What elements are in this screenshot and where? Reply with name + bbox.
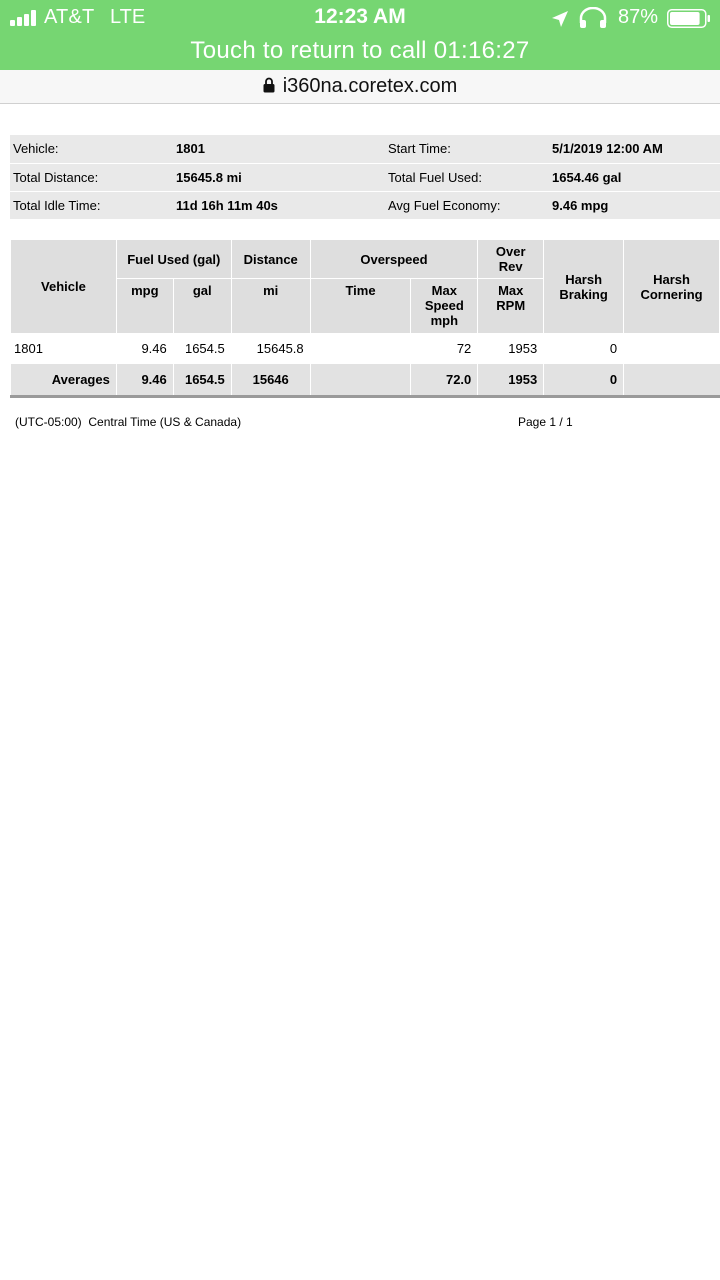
col-header-over-rev xyxy=(478,240,544,279)
summary-row xyxy=(10,191,720,219)
header-line: Braking xyxy=(559,286,608,302)
col-header-max-rpm xyxy=(478,279,544,334)
summary-row xyxy=(10,135,720,163)
address-bar[interactable] xyxy=(0,70,720,104)
summary-label: Total Idle Time: xyxy=(10,191,173,219)
header-line: Harsh xyxy=(653,271,690,287)
battery-percent: 87% xyxy=(618,6,659,28)
cell-gal: 1654.5 xyxy=(173,334,231,364)
headphones-icon xyxy=(577,7,609,29)
header-line: RPM xyxy=(496,298,526,313)
avg-time xyxy=(310,364,411,397)
location-arrow-icon xyxy=(550,9,570,29)
header-line: Over xyxy=(495,244,526,259)
avg-harsh-braking: 0 xyxy=(544,364,624,397)
summary-value: 15645.8 mi xyxy=(173,163,385,191)
return-to-call-text[interactable]: Touch to return to call 01:16:27 xyxy=(190,37,530,64)
avg-gal: 1654.5 xyxy=(173,364,231,397)
summary-row xyxy=(10,163,720,191)
avg-mpg: 9.46 xyxy=(116,364,173,397)
battery-icon xyxy=(667,9,711,28)
col-header-fuel-used: Fuel Used (gal) xyxy=(116,240,231,279)
cell-harsh-cornering xyxy=(624,334,720,364)
avg-max-speed: 72.0 xyxy=(411,364,478,397)
header-line: Speed xyxy=(424,298,464,313)
page-indicator: Page 1 / 1 xyxy=(518,415,573,429)
table-row xyxy=(11,334,720,364)
col-header-gal: gal xyxy=(173,279,231,334)
summary-label: Start Time: xyxy=(385,135,549,163)
summary-value: 1654.46 gal xyxy=(549,163,720,191)
cell-time xyxy=(310,334,411,364)
cell-max-speed: 72 xyxy=(411,334,478,364)
avg-harsh-cornering xyxy=(624,364,720,397)
vehicle-report-table xyxy=(10,239,720,398)
col-header-time: Time xyxy=(310,279,411,334)
cell-mpg: 9.46 xyxy=(116,334,173,364)
summary-value: 5/1/2019 12:00 AM xyxy=(549,135,720,163)
status-time: 12:23 AM xyxy=(314,5,406,28)
col-header-overspeed: Overspeed xyxy=(310,240,478,279)
col-header-mi: mi xyxy=(231,279,310,334)
col-header-mpg: mpg xyxy=(116,279,173,334)
header-line: mph xyxy=(430,313,459,328)
avg-mi: 15646 xyxy=(231,364,310,397)
averages-label: Averages xyxy=(11,364,117,397)
header-line: Rev xyxy=(498,259,523,274)
col-header-harsh-braking xyxy=(544,240,624,334)
summary-value: 9.46 mpg xyxy=(549,191,720,219)
cell-max-rpm: 1953 xyxy=(478,334,544,364)
cell-vehicle: 1801 xyxy=(11,334,117,364)
carrier-name: AT&T xyxy=(44,6,95,28)
report-summary xyxy=(10,135,720,220)
cell-harsh-braking: 0 xyxy=(544,334,624,364)
call-banner[interactable] xyxy=(0,0,720,70)
col-header-distance: Distance xyxy=(231,240,310,279)
table-header-row xyxy=(11,240,720,279)
timezone-label: (UTC-05:00) Central Time (US & Canada) xyxy=(15,415,242,429)
summary-label: Total Distance: xyxy=(10,163,173,191)
header-line: Harsh xyxy=(565,271,603,287)
avg-max-rpm: 1953 xyxy=(478,364,544,397)
lock-icon xyxy=(263,77,275,93)
url-container[interactable] xyxy=(0,75,720,98)
cell-mi: 15645.8 xyxy=(231,334,310,364)
summary-label: Avg Fuel Economy: xyxy=(385,191,549,219)
header-line: Max xyxy=(498,283,524,298)
header-line: Cornering xyxy=(640,286,703,302)
status-bar xyxy=(0,0,720,36)
col-header-harsh-cornering xyxy=(624,240,720,334)
summary-value: 11d 16h 11m 40s xyxy=(173,191,385,219)
averages-row xyxy=(11,364,720,397)
col-header-max-speed xyxy=(411,279,478,334)
url-text[interactable]: i360na.coretex.com xyxy=(282,75,458,97)
header-line: Max xyxy=(431,283,457,298)
summary-value: 1801 xyxy=(173,135,385,163)
network-type: LTE xyxy=(110,6,146,28)
col-header-vehicle: Vehicle xyxy=(11,240,117,334)
summary-label: Total Fuel Used: xyxy=(385,163,549,191)
summary-label: Vehicle: xyxy=(10,135,173,163)
